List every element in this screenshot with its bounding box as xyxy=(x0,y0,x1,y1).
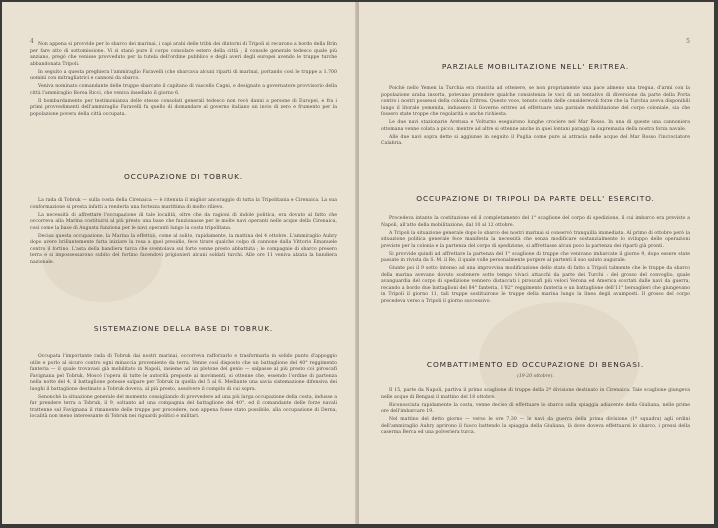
paragraph: Occupata l'importante rada di Tobruk dai nostri marinai, occorreva rafforzarlo e trasformarla in solido punto d'appoggio utile e porlo al sicuro contro ogni minaccia proveniente da terra. Venne così disposto che un battaglione del 40° reggimento fanteria — il quale trovavasi già mobilitato in Napoli, insieme ad un plotone del genio — salpasse al più presto coi piroscafi Favignana pel Tobruk, Moscò l'opera di tutte le autorità preposte ai movimenti, si ottenne che, essendo l'ordine di partenza nella notte del 4, il battaglione potesse salpare per Tobruk in quella del 5 al 6. Mediante una savia sistemazione difensiva dei luoghi il battaglione destinato a Tobruk doveva, al più presto, assolvere il compito di cui sopra. xyxy=(30,354,337,392)
page-number: 4 xyxy=(30,38,34,45)
intro-text xyxy=(30,42,337,120)
section-heading: COMBATTIMENTO ED OCCUPAZIONE DI BENGASI. xyxy=(426,360,645,369)
paragraph: Il bombardamento per testimonianza delle stesse consolati generali tedesco non recò danni a persone di Europei, e fra i primi provvedimenti dell'ammiraglio Faravelli fu quello di domandare al governo italiano un invio di zero e frumento per la popolazione povera della città occupata. xyxy=(30,98,337,117)
section-heading: PARZIALE MOBILITAZIONE NELL' ERITREA. xyxy=(441,62,630,71)
section-subtitle: (19-20 ottobre). xyxy=(517,374,554,379)
section-body xyxy=(30,198,337,268)
paragraph: Decisa questa occupazione, la Marina la effettuò, come al solito, rapidamente, la mattina del 4 ottobre. L'ammiraglio Aubry dopo avere brillantemente fatta iniziare la rosa a quel presidio, fece tirare qualche colpo di cannone dalla Vittorio Emanuele contro il fortino. L'asta della bandiera turca che sventolava sul forte venne presto abbattuta ; le compagnie di sbarco presero terra e si impossessarono subito del fortino facendovi prigionieri alcuni soldati turchi. Alle ore 11 veniva alzata la bandiera nazionale. xyxy=(30,233,337,265)
section-body xyxy=(381,86,690,149)
paragraph: Alle due navi sopra dette si aggiunse in seguito il Puglia come pure ai attracio nelle acque del Mar Rosso l'incrociatore Calabria. xyxy=(381,134,690,146)
paragraph: Senonchè la situazione generale del momento consigliando di provvedere ad una più larga occupazione della costa, indusse a far prendere terra a Tobruk, il 9, soltanto ad una compagnia del battaglione del 40°, ed il comandante delle forze navali trattenne sul Favignana il rimanente delle truppe per procedere, non appena fosse stato possibile, alla occupazione di Derna, località non meno interessante di Tobruk nei riguardi politici e militari. xyxy=(30,394,337,419)
paragraph: Procedeva intanto la costituzione ed il completamento del 1° scaglione del corpo di spedizione, il cui imbarco era previsto a Napoli, all'atto della mobilitazione, dal 10 al 12 ottobre. xyxy=(381,216,690,228)
paragraph: Riconosciuta rapidamente la costa, venne deciso di effettuare lo sbarco sulla spiaggia adiacente della Giuliana, nelle prime ore dell'imbarcare 19. xyxy=(381,402,690,414)
paragraph: Si provvide quindi ad affrettare la partenza del 1° scaglione di truppe che venivano imbarcate il giorno 9, dopo essere state passate in rivista da S. M. il Re, il quale volle personalmente porgere al partenti il suo saluto augurale. xyxy=(381,251,690,263)
section-body xyxy=(381,216,690,307)
paragraph: Il 15, parte da Napoli, partiva il primo scaglione di truppe della 2ª divisione destinato in Cirenaica. Tale scaglione giungeva nelle acque di Bengasi il mattino del 18 ottobre. xyxy=(381,388,690,400)
paragraph: Nel mattino del detto giorno — verso le ore 7,30 — le navi da guerra della prima divisione (1ª squadra) agli ordini dell'ammiraglio Aubry aprirono il fuoco battendo la spiaggia della Giuliana, là dove doveva effettuarsi lo sbarco, i pressi della caserma Berca ed una polveriera turca. xyxy=(381,417,690,435)
left-page xyxy=(2,2,357,524)
paragraph: Non appena si provvide per lo sbarco dei marinai, i capi arabi delle tribù dei dintorni di Tripoli si recarono a bordo della Brin per fare atto di sottomissione. Vi si stanò pure il corpo consolare estero della città ; il console generale tedesco quale più anziano, pregò che venisse provveduto per la tutela dell'ordine pubblico e degli averi degli europei avendo le truppe turche abbandonata Tripoli. xyxy=(30,42,337,67)
paragraph: In seguito a questa preghiera l'ammiraglio Faravelli (che sbarcava alcuni riparti di marinai, portando così le truppe a 1.700 uomini con mitragliatrici e cannoni da sbarco. xyxy=(30,69,337,81)
paragraph: Le due navi stazionarie Aretusa e Volturno eseguirono lunghe crociere nel Mar Rosso. In una di queste una cannoniera ottomana venne colata a picco, mentre ad altre si ottenne anche in quei lontani paraggi la supremazia della nostra forza navale. xyxy=(381,120,690,132)
paragraph: A Tripoli la situazione generale dopo lo sbarco dei nostri marinai si conservò tranquilla immediata. Al primo di ottobre però la situazione politica generale fece manifesta la necessità che senza modificare sostanzialmente lo sviluppo delle operazioni previste per la colonia e la partenza del corpo di spedizione, si affrettasse alcun poco la partenza dei riparti già pronti. xyxy=(381,230,690,249)
paragraph: Veniva nominato comandante delle truppe sbarcate il capitano di vascello Cagni, e designato a governatore provvisorio della città l'ammiraglio Borea Ricci, che veniva insediato il giorno 6. xyxy=(30,84,337,96)
book-spread xyxy=(2,2,714,524)
paragraph: Poichè nello Yemen la Turchia era riuscita ad ottenere, se non propriamente una pace almeno una tregua, d'armi con la popolazione araba insorta, potevano prendere qualche consistenza le voci di un tentativo di diversione da parte della Porta contro i nostri possessi della colonia Eritrea. Questo voce, tenuto conto delle considerevoli forze che la Turchia aveva disponibili lungo il litorale yemenita, indussero il Governo eritreo ad effettuare una parziale mobilitazione del corpo coloniale, sia che fossero state troppe che regolarità e anche richiesta. xyxy=(381,86,690,117)
section-heading: OCCUPAZIONE DI TRIPOLI DA PARTE DELL' ESERCITO. xyxy=(416,194,655,203)
section-heading: OCCUPAZIONE DI TOBRUK. xyxy=(123,172,244,181)
section-body xyxy=(30,354,337,422)
section-body xyxy=(381,388,690,438)
right-page xyxy=(359,2,714,524)
paragraph: Giunte poi il 9 sotto intenso ad una improvvisa modificazione dello stato di fatto a Tripoli talmente che le truppe da sbarco della marina avevano dovuto sostenere sotto tempo vivaci attacchi da parte dei Turchi : del grosso del convoglio, quale avanguardia del corpo di spedizione vennero distaccati i piroscafi più veloci Verona ed America scortati dalle navi da guerra, recando a bordo due battaglioni del 84° fanteria, 1'82° reggimento fanteria e un battaglione dell'11° bersaglieri che giungevano in Tripoli il giorno 11, tali truppe sostituirono le truppe della marina lungo la linea degli avamposti. Il grosso del corpo precedeva verso a Tripoli il giorno successivo. xyxy=(381,266,690,304)
section-heading: SISTEMAZIONE DELLA BASE DI TOBRUK. xyxy=(93,324,274,333)
paragraph: La necessità di affrettare l'occupazione di tale località, oltre che da ragioni di indole politica, era dovuto al fatto che occorreva alla Marina costituirsi al più presto una base che funzionasse per le molte navi operanti nelle acque della Cirenaica, così come la base di Augusta funziona per le navi operanti lungo la costa tripolitana. xyxy=(30,212,337,231)
paragraph: La rada di Tobruk — sulla costa della Cirenaica — è ritenuta il miglior ancoraggio di tutta la Tripolitania e Cirenaica. La sua conformazione si presta infatti a renderla una fortezza marittima di molto rilievo. xyxy=(30,198,337,210)
page-number: 5 xyxy=(686,38,690,45)
